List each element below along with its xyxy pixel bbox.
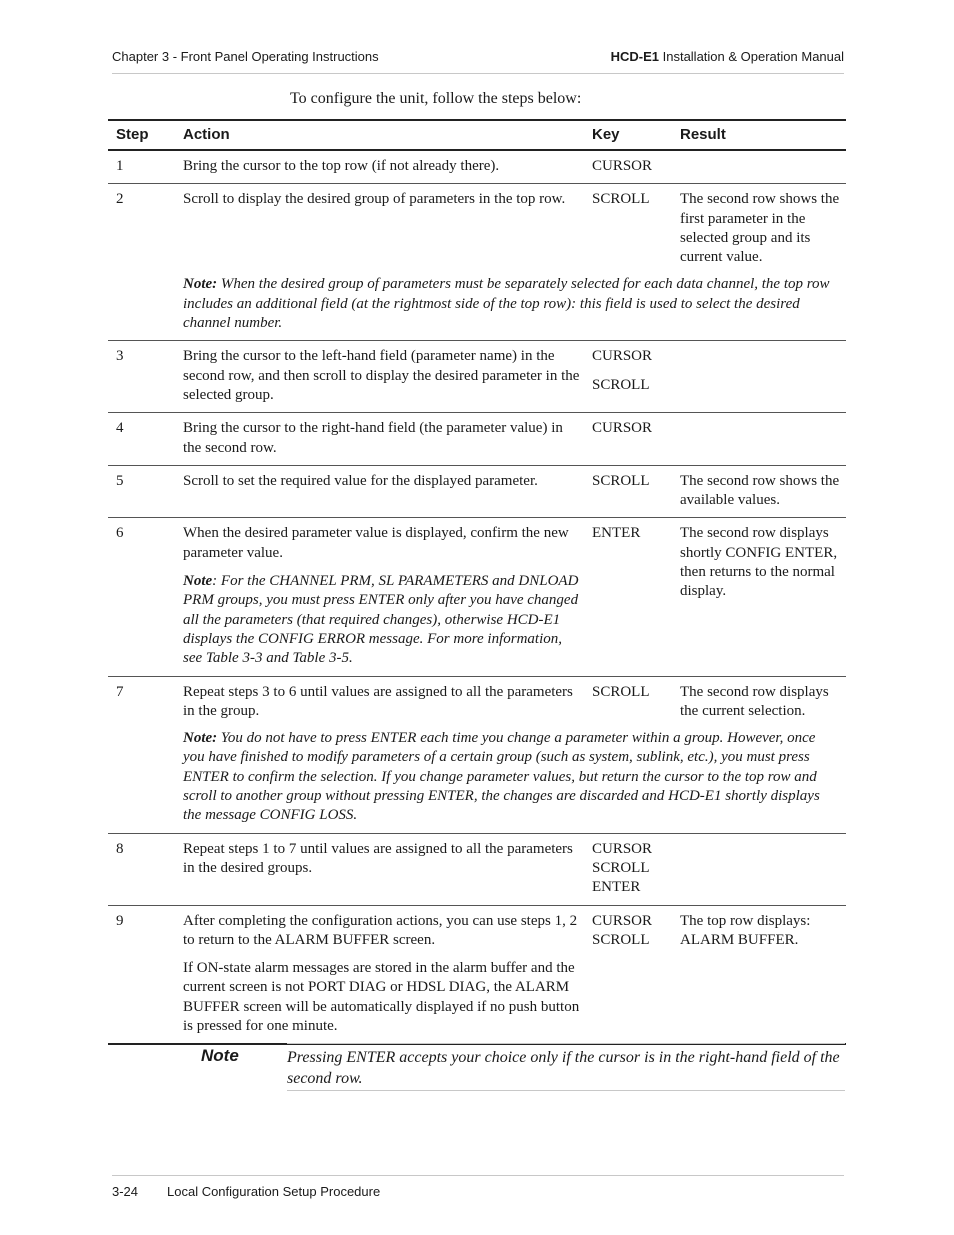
step-result (672, 840, 846, 898)
inline-note-label: Note (183, 573, 213, 590)
step-action: Bring the cursor to the top row (if not already there). (183, 158, 500, 174)
table-row (108, 151, 846, 184)
step-key (584, 683, 672, 722)
key-name: SCROLL (592, 683, 650, 700)
step-number: 8 (116, 840, 124, 857)
note-box (287, 1043, 845, 1091)
footer-section-title: Local Configuration Setup Procedure (167, 1184, 381, 1199)
note-heading: Note (201, 1046, 239, 1065)
step-result (672, 419, 846, 458)
header-manual: Installation & Operation Manual (659, 49, 844, 64)
table-row (108, 184, 846, 341)
step-action: Scroll to set the required value for the displayed parameter. (183, 472, 538, 489)
step-action: Repeat steps 3 to 6 until values are assigned to all the parameters in the group. (183, 683, 573, 719)
step-number: 4 (116, 420, 124, 437)
step-result: The top row displays: ALARM BUFFER. (680, 912, 811, 948)
page-header (112, 49, 844, 74)
step-number: 9 (116, 912, 124, 929)
key-name: CURSOR (592, 158, 653, 174)
step-key (584, 157, 672, 176)
key-name: CURSOR (592, 348, 653, 365)
table-row (108, 466, 846, 519)
table-row (108, 834, 846, 906)
action-text: If ON-state alarm messages are stored in the alarm buffer and the current screen is not PORT DIAG or HDSL DIAG, the ALARM BUFFER screen will be automatically displayed if no push button is pressed for one minute. (183, 960, 580, 1034)
key-name: CURSOR (592, 420, 653, 437)
step-result: The second row displays the current selection. (680, 683, 829, 719)
header-manual-title (611, 49, 844, 64)
note-body: Pressing ENTER accepts your choice only if the cursor is in the right-hand field of the second row. (287, 1049, 840, 1087)
step-number: 1 (116, 158, 124, 174)
key-name: CURSOR (592, 912, 653, 929)
key-name: SCROLL (592, 376, 650, 393)
key-name: SCROLL (592, 931, 650, 948)
column-header-result: Result (680, 126, 726, 143)
step-number: 3 (116, 348, 124, 365)
step-action (175, 524, 584, 668)
step-result: The second row shows the first parameter in the selected group and its current value. (680, 191, 840, 266)
step-number: 5 (116, 472, 124, 489)
step-result: The second row shows the available values. (680, 472, 840, 509)
note-label: Note: (183, 276, 218, 293)
table-row (108, 518, 846, 676)
key-name: SCROLL (592, 472, 650, 489)
action-text: After completing the configuration actions, you can use steps 1, 2 to return to the ALARM BUFFER screen. (183, 912, 578, 948)
step-key (584, 472, 672, 511)
page-number: 3-24 (112, 1184, 139, 1199)
action-text: When the desired parameter value is displayed, confirm the new parameter value. (183, 525, 569, 561)
table-row (108, 341, 846, 413)
intro-text: To configure the unit, follow the steps below: (290, 90, 582, 107)
header-chapter: Chapter 3 - Front Panel Operating Instructions (112, 49, 379, 64)
note-text: You do not have to press ENTER each time you change a parameter within a group. However, once you have finished to modify parameters of a certain group (such as system, sublink, etc.), you must press ENTER to confirm the selection. If you change parameter values, but return the cursor to the top row and scroll to another group without pressing ENTER, the changes are discarded and HCD-E1 shortly displays the message CONFIG LOSS. (183, 730, 820, 824)
key-name: SCROLL (592, 191, 650, 208)
step-key (584, 419, 672, 458)
step-action: Scroll to display the desired group of parameters in the top row. (183, 191, 566, 208)
step-number: 7 (116, 683, 124, 700)
table-row (108, 906, 846, 1046)
step-action (175, 912, 584, 1037)
column-header-step: Step (116, 126, 149, 143)
step-key (584, 912, 672, 1037)
step-key (584, 840, 672, 898)
column-header-key: Key (592, 126, 620, 143)
step-key (584, 347, 672, 405)
step-action: Bring the cursor to the right-hand field (the parameter value) in the second row. (183, 420, 563, 456)
table-row (108, 677, 846, 834)
step-result (672, 157, 846, 176)
step-key (584, 524, 672, 668)
step-action: Bring the cursor to the left-hand field (parameter name) in the second row, and then scroll to display the desired parameter in the selected group. (183, 348, 580, 403)
table-header-row (108, 119, 846, 151)
step-number: 6 (116, 525, 124, 542)
note-text: When the desired group of parameters must be separately selected for each data channel, the top row includes an additional field (at the rightmost side of the top row): this field is used to select the desired channel number. (183, 276, 830, 332)
table-row (108, 413, 846, 466)
inline-note-text: : For the CHANNEL PRM, SL PARAMETERS and DNLOAD PRM groups, you must press ENTER only after you have changed all the parameters (that required changes), otherwise HCD-E1 displays the CONFIG ERROR message. For more information, see Table 3-3 and Table 3-5. (183, 573, 579, 667)
header-product: HCD-E1 (610, 49, 659, 64)
step-note (175, 275, 846, 333)
step-note (175, 729, 846, 825)
step-result (672, 347, 846, 405)
key-name: ENTER (592, 525, 641, 542)
note-label: Note: (183, 730, 218, 747)
config-steps-table (108, 119, 846, 1045)
inline-note (183, 572, 580, 668)
step-result: The second row displays shortly CONFIG ENTER, then returns to the normal display. (680, 525, 838, 600)
key-name: ENTER (592, 879, 641, 896)
key-name: SCROLL (592, 859, 650, 876)
key-name: CURSOR (592, 840, 653, 857)
page-footer (112, 1175, 844, 1200)
column-header-action: Action (183, 126, 230, 143)
step-action: Repeat steps 1 to 7 until values are assigned to all the parameters in the desired groups. (183, 840, 573, 876)
step-number: 2 (116, 191, 124, 208)
step-key (584, 190, 672, 267)
